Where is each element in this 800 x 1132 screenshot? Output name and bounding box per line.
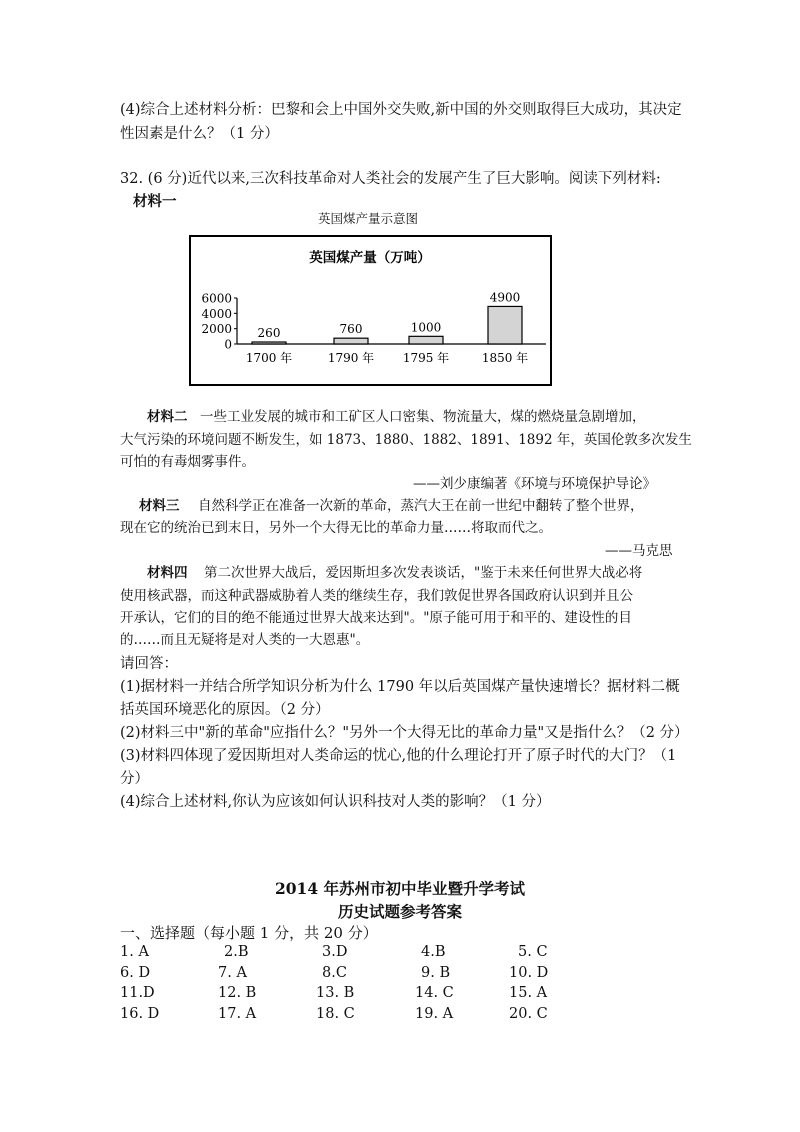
answer-cell: 12. B: [218, 985, 257, 1001]
q32-3-line2: 分）: [120, 771, 149, 787]
material-2-source: ——刘少康编著《环境与环境保护导论》: [413, 476, 656, 492]
answer-cell: 15. A: [509, 985, 548, 1001]
material-3-line2: 现在它的统治已到末日，另外一个大得无比的革命力量……将取而代之。: [120, 520, 552, 536]
answer-cell: 3.D: [322, 944, 348, 960]
material-4-label: 材料四: [147, 565, 188, 581]
x-category-label: 1850 年: [481, 351, 529, 365]
answer-cell: 2.B: [224, 944, 249, 960]
answer-cell: 17. A: [218, 1005, 257, 1022]
y-tick-label: 0: [224, 337, 232, 352]
answer-cell: 18. C: [316, 1005, 355, 1022]
y-tick-label: 2000: [201, 322, 232, 337]
material-4-line3: 开承认，它们的目的绝不能通过世界大战来达到"。"原子能可用于和平的、建设性的目: [120, 610, 632, 626]
q32-4: (4)综合上述材料,你认为应该如何认识科技对人类的影响？（1 分）: [120, 794, 551, 810]
chart-title: 英国煤产量（万吨）: [309, 250, 431, 266]
chart-caption: 英国煤产量示意图: [318, 211, 419, 226]
q32-1-line2: 括英国环境恶化的原因。（2 分）: [120, 702, 330, 718]
answer-cell: 10. D: [509, 964, 549, 981]
bar-3: [488, 306, 522, 344]
y-tick-label: 6000: [201, 291, 232, 306]
answers-section: 一、选择题（每小题 1 分，共 20 分）: [120, 924, 378, 942]
x-category-label: 1700 年: [245, 351, 293, 365]
bar-value-label: 4900: [489, 290, 521, 305]
answer-cell: 19. A: [415, 1005, 454, 1022]
material-3-source: ——马克思: [605, 543, 673, 559]
bar-value-label: 760: [339, 322, 363, 337]
material-2-line2: 大气污染的环境问题不断发生，如 1873、1880、1882、1891、1892 年，英国伦敦多次发生: [120, 432, 692, 448]
bar-value-label: 260: [257, 326, 281, 341]
answers-subtitle: 历史试题参考答案: [337, 902, 462, 921]
answer-cell: 16. D: [120, 1005, 160, 1022]
coal-chart-frame: [189, 235, 552, 386]
answer-cell: 9. B: [421, 964, 451, 981]
answer-cell: 8.C: [322, 964, 347, 981]
coal-output-bar-chart: [191, 237, 550, 384]
bar-1: [334, 338, 368, 344]
material-4-line1: 第二次世界大战后，爱因斯坦多次发表谈话，"鉴于未来任何世界大战必将: [204, 565, 643, 581]
material-3-line1: 自然科学正在准备一次新的革命，蒸汽大王在前一世纪中翻转了整个世界，: [198, 498, 644, 514]
material-1-label: 材料一: [133, 193, 177, 210]
q32-stem: 32. (6 分)近代以来,三次科技革命对人类社会的发展产生了巨大影响。阅读下列材料:: [120, 171, 661, 187]
q32-1-line1: (1)据材料一并结合所学知识分析为什么 1790 年以后英国煤产量快速增长？据材料二概: [120, 679, 680, 695]
answer-prompt: 请回答：: [120, 656, 178, 672]
material-2-label: 材料二: [147, 409, 188, 425]
answers-title: 2014 年苏州市初中毕业暨升学考试: [274, 879, 526, 898]
answer-cell: 5. C: [518, 944, 548, 960]
answer-cell: 6. D: [120, 964, 151, 981]
bar-2: [409, 336, 443, 344]
answer-cell: 13. B: [316, 985, 355, 1001]
x-category-label: 1790 年: [327, 351, 375, 365]
bar-value-label: 1000: [410, 320, 442, 335]
answer-cell: 20. C: [509, 1005, 548, 1022]
y-tick-label: 4000: [201, 306, 232, 321]
material-2-line1: 一些工业发展的城市和工矿区人口密集、物流量大，煤的燃烧量急剧增加，: [200, 409, 646, 425]
x-category-label: 1795 年: [402, 351, 450, 365]
material-2-line3: 可怕的有毒烟雾事件。: [120, 454, 255, 470]
answer-cell: 7. A: [218, 964, 247, 981]
answer-cell: 4.B: [421, 944, 446, 960]
material-3-label: 材料三: [139, 498, 180, 514]
q32-2: (2)材料三中"新的革命"应指什么？"另外一个大得无比的革命力量"又是指什么？（2 分）: [120, 725, 689, 741]
q31-4-line2: 性因素是什么？（1 分）: [120, 126, 279, 142]
material-4-line4: 的……而且无疑将是对人类的一大恩惠"。: [120, 632, 370, 648]
answer-cell: 14. C: [415, 985, 454, 1001]
answer-cell: 11.D: [120, 985, 155, 1001]
bar-0: [252, 342, 286, 344]
q31-4-line1: (4)综合上述材料分析：巴黎和会上中国外交失败,新中国的外交则取得巨大成功，其决定: [120, 102, 682, 118]
q32-3-line1: (3)材料四体现了爱因斯坦对人类命运的忧心,他的什么理论打开了原子时代的大门？（1: [120, 748, 677, 764]
material-4-line2: 使用核武器，而这种武器威胁着人类的继续生存，我们敦促世界各国政府认识到并且公: [120, 588, 633, 604]
answer-cell: 1. A: [120, 944, 149, 960]
